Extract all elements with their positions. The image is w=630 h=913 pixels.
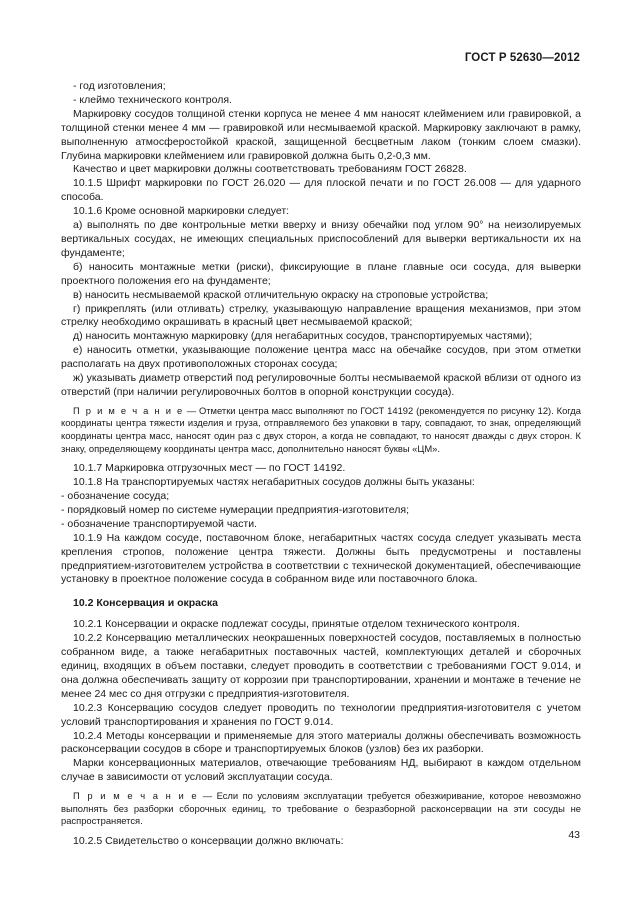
paragraph: 10.1.8 На транспортируемых частях негабаритных сосудов должны быть указаны:	[73, 476, 475, 489]
note-text: — Если по условиям эксплуатации требуется обезжиривание, которое невозможно выполнять без разборки сборочных единиц, то требование о безразборной расконсервации на эти сосуды не распространяется.	[61, 790, 582, 827]
paragraph: а) выполнять по две контрольные метки вверху и внизу обечайки под углом 90° на неизолируемых вертикальных сосудах, не имеющих специальных приспособлений для выверки вертикальности их на фундаменте;	[61, 219, 581, 259]
paragraph: Маркировку сосудов толщиной стенки корпуса не менее 4 мм наносят клеймением или гравировкой, а толщиной стенки менее 4 мм — гравировкой или несмываемой краской. Маркировку заключают в рамку, выполненную атмосферостойкой краской, защищенной бесцветным лаком (тонким слоем смазки). Глубина маркировки клеймением или гравировкой должна быть 0,2-0,3 мм.	[61, 107, 581, 162]
document-header: ГОСТ Р 52630—2012	[464, 52, 580, 64]
paragraph: 10.2.5 Свидетельство о консервации должно включать:	[73, 834, 344, 847]
paragraph: 10.1.6 Кроме основной маркировки следует:	[73, 205, 290, 218]
paragraph: е) наносить отметки, указывающие положение центра масс на обечайке сосудов, при этом отметки располагать на двух противоположных сторонах сосуда;	[61, 344, 581, 371]
paragraph: 10.2.2 Консервацию металлических неокрашенных поверхностей сосудов, поставляемых в полностью собранном виде, а также негабаритных поставочных частей, комплектующих деталей и сборочных единиц, входящих в объем поставки, следует проводить в соответствии с требованиями ГОСТ 9.014, и она должна обеспечивать защиту от коррозии при транспортировании, хранении и монтаже в течение не менее 24 мес со дня отгрузки с предприятия-изготовителя.	[61, 632, 581, 700]
paragraph: 10.2.4 Методы консервации и применяемые для этого материалы должны обеспечивать возможность расконсервации сосудов в сборе и транспортируемых блоков (узлов) без их разборки.	[61, 729, 581, 756]
paragraph: - год изготовления;	[73, 80, 166, 92]
paragraph: - обозначение транспортируемой части.	[61, 517, 257, 530]
paragraph: г) прикреплять (или отливать) стрелку, указывающую направление вращения механизмов, при этом стрелку необходимо окрашивать в красный цвет несмываемой краской;	[61, 302, 581, 329]
paragraph: в) наносить несмываемой краской отличительную окраску на строповые устройства;	[73, 288, 489, 301]
paragraph: - клеймо технического контроля.	[73, 93, 232, 106]
paragraph: 10.1.7 Маркировка отгрузочных мест — по ГОСТ 14192.	[73, 462, 346, 475]
paragraph: 10.1.5 Шрифт маркировки по ГОСТ 26.020 — для плоской печати и по ГОСТ 26.008 — для ударного способа.	[61, 177, 581, 204]
document-body	[61, 80, 581, 849]
note-label: П р и м е ч а н и е	[73, 790, 199, 802]
paragraph: Марки консервационных материалов, отвечающие требованиям НД, выбирают в каждом отдельном случае в зависимости от условий эксплуатации сосуда.	[61, 757, 581, 784]
paragraph: 10.2.1 Консервации и окраске подлежат сосуды, принятые отделом технического контроля.	[73, 618, 520, 631]
paragraph: 10.1.9 На каждом сосуде, поставочном блоке, негабаритных частях сосуда следует указывать места крепления стропов, положение центра тяжести. Должны быть предусмотрены и поставлены предприятием-изготовителем устройства в соответствии с технической документацией, обеспечивающие установку в проектное положение сосуда в собранном виде или поставочного блока.	[61, 531, 581, 586]
section-title: 10.2 Консервация и окраска	[73, 597, 218, 610]
paragraph: ж) указывать диаметр отверстий под регулировочные болты несмываемой краской вблизи от одного из отверстий (при наличии регулировочных болтов в опорной конструкции сосуда).	[61, 372, 581, 398]
note	[61, 405, 581, 455]
note	[61, 790, 581, 828]
note-label: П р и м е ч а н и е	[73, 404, 184, 416]
paragraph: - обозначение сосуда;	[61, 490, 170, 503]
paragraph: 10.2.3 Консервацию сосудов следует проводить по технологии предприятия-изготовителя с учетом условий транспортирования и хранения по ГОСТ 9.014.	[61, 701, 581, 728]
paragraph: б) наносить монтажные метки (риски), фиксирующие в плане главные оси сосуда, для выверки проектного положения его на фундаменте;	[61, 260, 581, 287]
note-text: — Отметки центра масс выполняют по ГОСТ 14192 (рекомендуется по рисунку 12). Когда координаты центра тяжести изделия и груза, отправляемого без упаковки в тару, совпадают, то знак, определяющий координаты центра масс, наносят один раз с двух сторон, а когда не совпадают, то наносят дважды с двух сторон. К знаку, определяющему координаты центра масс, дополнительно наносят буквы «ЦМ».	[61, 404, 581, 454]
paragraph: Качество и цвет маркировки должны соответствовать требованиям ГОСТ 26828.	[73, 163, 467, 176]
page-number: 43	[568, 829, 580, 841]
paragraph: д) наносить монтажную маркировку (для негабаритных сосудов, транспортируемых частями);	[73, 330, 533, 343]
paragraph: - порядковый номер по системе нумерации предприятия-изготовителя;	[61, 503, 409, 516]
